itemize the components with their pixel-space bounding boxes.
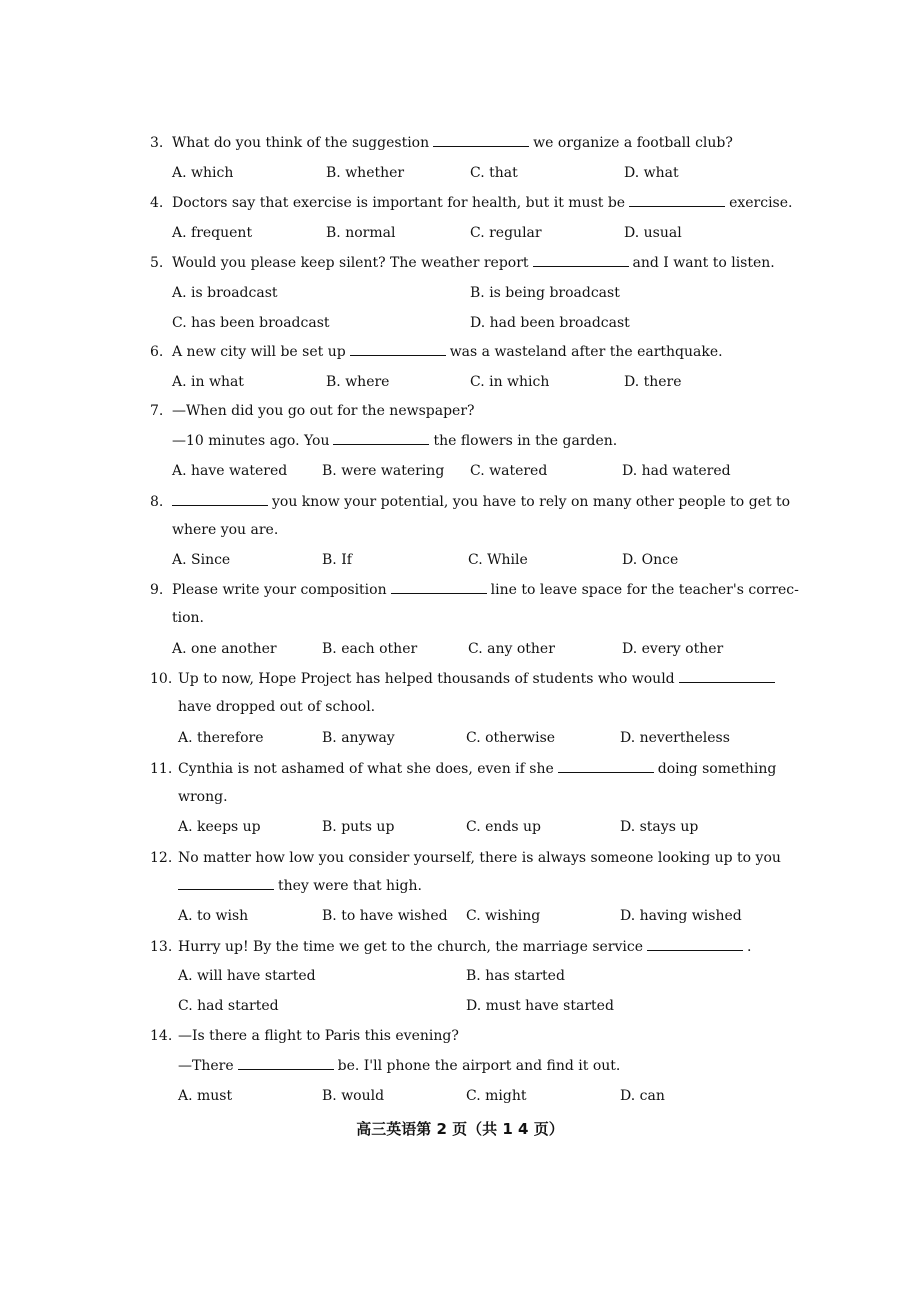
option-c[interactable]: C. ends up — [466, 819, 541, 835]
question-12-continued — [150, 872, 828, 900]
question-stem-continued: wrong. — [178, 789, 228, 805]
option-c[interactable]: C. in which — [470, 374, 550, 390]
question-number: 8. — [150, 494, 164, 510]
option-a[interactable]: A. one another — [172, 641, 277, 657]
question-number: 12. — [150, 850, 173, 866]
question-10 — [150, 665, 800, 693]
option-d[interactable]: D. had been broadcast — [470, 315, 630, 331]
option-c[interactable]: C. any other — [468, 641, 555, 657]
option-b[interactable]: B. were watering — [322, 463, 445, 479]
option-d[interactable]: D. can — [620, 1088, 665, 1104]
option-d[interactable]: D. nevertheless — [620, 730, 730, 746]
option-c[interactable]: C. otherwise — [466, 730, 556, 746]
option-a[interactable]: A. must — [178, 1088, 233, 1104]
answer-blank — [533, 252, 629, 267]
answer-blank — [629, 192, 725, 207]
option-d[interactable]: D. must have started — [466, 998, 614, 1014]
answer-blank — [178, 875, 274, 890]
question-7-response — [150, 427, 822, 455]
option-b[interactable]: B. normal — [326, 225, 396, 241]
option-c[interactable]: C. had started — [178, 998, 279, 1014]
option-d[interactable]: D. what — [624, 165, 679, 181]
option-b[interactable]: B. puts up — [322, 819, 395, 835]
answer-blank — [647, 936, 743, 951]
option-a[interactable]: A. keeps up — [178, 819, 261, 835]
option-a[interactable]: A. frequent — [172, 225, 253, 241]
option-c[interactable]: C. might — [466, 1088, 527, 1104]
question-number: 7. — [150, 403, 164, 419]
question-3 — [150, 129, 800, 157]
option-d[interactable]: D. there — [624, 374, 682, 390]
question-number: 10. — [150, 671, 173, 687]
question-stem: Would you please keep silent? The weather report — [172, 255, 529, 271]
answer-blank — [558, 758, 654, 773]
option-b[interactable]: B. where — [326, 374, 390, 390]
question-number: 4. — [150, 195, 164, 211]
question-stem-end: doing something — [657, 761, 777, 777]
question-number: 6. — [150, 344, 164, 360]
question-number: 14. — [150, 1028, 173, 1044]
question-number: 11. — [150, 761, 173, 777]
option-a[interactable]: A. to wish — [178, 908, 249, 924]
question-7 — [150, 397, 800, 425]
question-10-continued — [150, 693, 828, 721]
option-c[interactable]: C. While — [468, 552, 528, 568]
question-stem: A new city will be set up — [172, 344, 346, 360]
question-8-continued — [150, 516, 822, 544]
question-stem-continued: they were that high. — [278, 878, 422, 894]
option-c[interactable]: C. watered — [470, 463, 548, 479]
question-5 — [150, 249, 800, 277]
option-c[interactable]: C. that — [470, 165, 518, 181]
question-stem-end: line to leave space for the teacher's correc- — [490, 582, 799, 598]
question-14 — [150, 1022, 800, 1050]
dialogue-line: —Is there a flight to Paris this evening? — [178, 1028, 459, 1044]
question-stem-continued: have dropped out of school. — [178, 699, 376, 715]
answer-blank — [238, 1055, 334, 1070]
option-a[interactable]: A. therefore — [178, 730, 264, 746]
option-a[interactable]: A. is broadcast — [172, 285, 278, 301]
option-a[interactable]: A. have watered — [172, 463, 288, 479]
option-b[interactable]: B. If — [322, 552, 352, 568]
question-stem: —There — [178, 1058, 234, 1074]
question-11-continued — [150, 783, 828, 811]
question-stem: What do you think of the suggestion — [172, 135, 430, 151]
question-4 — [150, 189, 800, 217]
answer-blank — [172, 491, 268, 506]
question-number: 5. — [150, 255, 164, 271]
question-12 — [150, 844, 800, 872]
question-stem: Up to now, Hope Project has helped thousands of students who would — [178, 671, 675, 687]
question-stem: Please write your composition — [172, 582, 387, 598]
question-stem: —10 minutes ago. You — [172, 433, 330, 449]
option-d[interactable]: D. had watered — [622, 463, 731, 479]
option-c[interactable]: C. regular — [470, 225, 542, 241]
option-b[interactable]: B. has started — [466, 968, 565, 984]
question-stem-continued: where you are. — [172, 522, 279, 538]
question-number: 9. — [150, 582, 164, 598]
question-stem-end: exercise. — [729, 195, 793, 211]
option-b[interactable]: B. is being broadcast — [470, 285, 620, 301]
option-a[interactable]: A. which — [172, 165, 234, 181]
question-14-response — [150, 1052, 828, 1080]
option-b[interactable]: B. would — [322, 1088, 385, 1104]
question-number: 13. — [150, 939, 173, 955]
question-8 — [150, 488, 800, 516]
question-9 — [150, 576, 800, 604]
question-stem-end: you know your potential, you have to rely on many other people to get to — [272, 494, 791, 510]
option-d[interactable]: D. stays up — [620, 819, 699, 835]
question-13 — [150, 933, 800, 961]
answer-blank — [679, 668, 775, 683]
question-stem-end: . — [747, 939, 752, 955]
question-11 — [150, 755, 800, 783]
question-stem: No matter how low you consider yourself, there is always someone looking up to you — [178, 850, 781, 866]
option-c[interactable]: C. has been broadcast — [172, 315, 330, 331]
answer-blank — [391, 579, 487, 594]
option-b[interactable]: B. each other — [322, 641, 418, 657]
question-stem-continued: tion. — [172, 610, 204, 626]
option-d[interactable]: D. Once — [622, 552, 679, 568]
question-6 — [150, 338, 800, 366]
answer-blank — [433, 132, 529, 147]
option-b[interactable]: B. anyway — [322, 730, 395, 746]
option-a[interactable]: A. will have started — [178, 968, 316, 984]
question-stem-end: be. I'll phone the airport and find it out. — [337, 1058, 621, 1074]
question-stem: Cynthia is not ashamed of what she does, even if she — [178, 761, 554, 777]
question-number: 3. — [150, 135, 164, 151]
page-footer: 高三英语第 2 页（共 1 4 页） — [356, 1120, 564, 1138]
question-9-continued — [150, 604, 822, 632]
option-a[interactable]: A. Since — [172, 552, 231, 568]
option-d[interactable]: D. usual — [624, 225, 682, 241]
option-a[interactable]: A. in what — [172, 374, 244, 390]
option-b[interactable]: B. to have wished — [322, 908, 448, 924]
question-stem-end: we organize a football club? — [533, 135, 733, 151]
question-stem: Hurry up! By the time we get to the church, the marriage service — [178, 939, 643, 955]
option-b[interactable]: B. whether — [326, 165, 405, 181]
option-c[interactable]: C. wishing — [466, 908, 541, 924]
question-stem-end: the flowers in the garden. — [433, 433, 618, 449]
question-stem: Doctors say that exercise is important for health, but it must be — [172, 195, 626, 211]
option-d[interactable]: D. having wished — [620, 908, 742, 924]
question-stem-end: was a wasteland after the earthquake. — [449, 344, 723, 360]
answer-blank — [333, 430, 429, 445]
answer-blank — [350, 341, 446, 356]
dialogue-line: —When did you go out for the newspaper? — [172, 403, 475, 419]
question-stem-end: and I want to listen. — [632, 255, 775, 271]
option-d[interactable]: D. every other — [622, 641, 724, 657]
